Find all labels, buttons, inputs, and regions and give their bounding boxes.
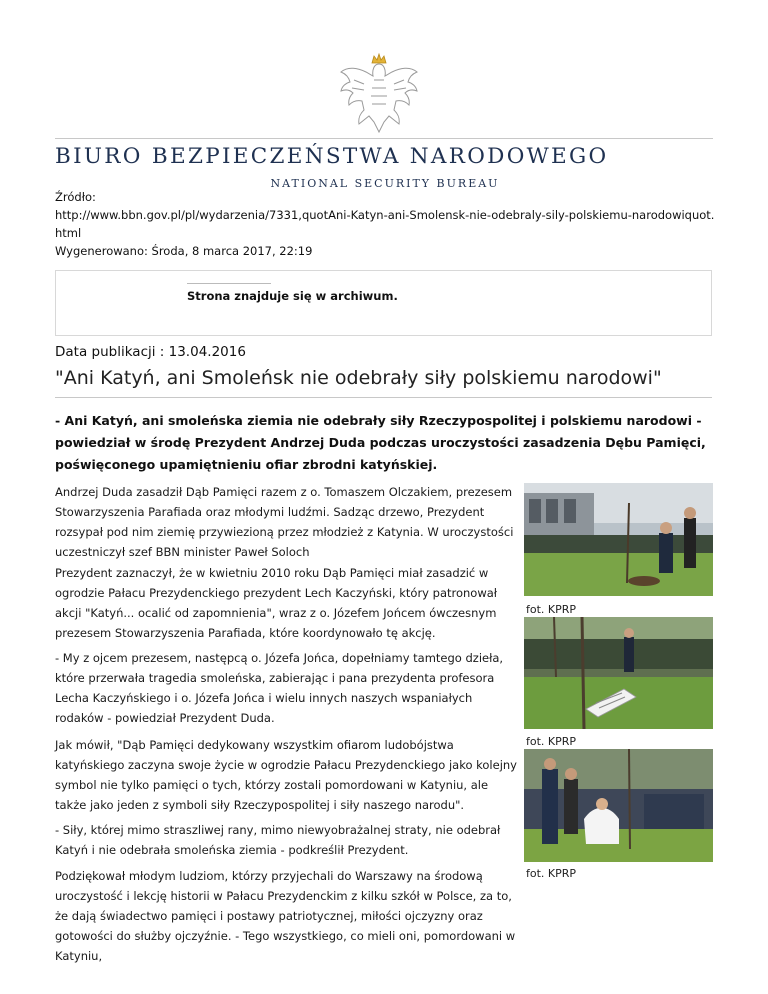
article-photo-1[interactable] bbox=[524, 483, 713, 596]
source-url[interactable]: http://www.bbn.gov.pl/pl/wydarzenia/7331,quotAni-Katyn-ani-Smolensk-nie-odebraly-sily-polskiemu-narodowiquot.html bbox=[55, 208, 715, 240]
archive-notice-divider bbox=[187, 283, 271, 284]
generated-timestamp: Wygenerowano: Środa, 8 marca 2017, 22:19 bbox=[55, 244, 313, 258]
publication-date: Data publikacji : 13.04.2016 bbox=[55, 344, 246, 360]
title-divider bbox=[55, 397, 712, 398]
article-lead: - Ani Katyń, ani smoleńska ziemia nie odebrały siły Rzeczypospolitej i polskiemu narodowi - powiedział w środę Prezydent Andrzej Duda podczas uroczystości zasadzenia Dębu Pamięci, poświęconego upamiętnieniu ofiar zbrodni katyńskiej. bbox=[55, 413, 706, 472]
photo-3-caption: fot. KPRP bbox=[526, 867, 577, 880]
archive-notice-text: Strona znajduje się w archiwum. bbox=[187, 289, 398, 303]
archive-notice-box bbox=[55, 270, 712, 336]
polish-eagle-emblem bbox=[336, 50, 422, 136]
organization-name: BIURO BEZPIECZEŃSTWA NARODOWEGO bbox=[55, 144, 609, 169]
article-paragraph-2: Prezydent zaznaczył, że w kwietniu 2010 roku Dąb Pamięci miał zasadzić w ogrodzie Pałacu Prezydenckiego prezydent Lech Kaczyński, który patronował akcji "Katyń... ocalić od zapomnienia", wraz z o. Józefem Jońcem ówczesnym prezesem Stowarzyszenia Parafiada, które koordynowało tę akcję. bbox=[55, 566, 498, 640]
article-paragraph-1: Andrzej Duda zasadził Dąb Pamięci razem z o. Tomaszem Olczakiem, prezesem Stowarzyszenia Parafiada oraz młodymi ludźmi. Sadząc drzewo, Prezydent rozsypał pod nim ziemię przywiezioną przez młodzież z Katynia. W uroczystości uczestniczył szef BBN minister Paweł Soloch bbox=[55, 485, 514, 559]
article-paragraph-5: - Siły, której mimo straszliwej rany, mimo niewyobrażalnej straty, nie odebrał Katyń i nie odebrała smoleńska ziemia - podkreślił Prezydent. bbox=[55, 823, 501, 857]
document-meta bbox=[55, 188, 715, 260]
photo-1-caption: fot. KPRP bbox=[526, 603, 577, 616]
article-photo-2[interactable] bbox=[524, 617, 713, 729]
organization-name-english: NATIONAL SECURITY BUREAU bbox=[270, 177, 500, 190]
article-photo-3[interactable] bbox=[524, 749, 713, 862]
article-paragraph-3: - My z ojcem prezesem, następcą o. Józefa Jońca, dopełniamy tamtego dzieła, które przerwała tragedia smoleńska, zabierając i pana prezydenta profesora Lecha Kaczyńskiego i o. Józefa Jońca i wielu innych naszych wspaniałych rodaków - powiedział Prezydent Duda. bbox=[55, 651, 504, 725]
article-title: "Ani Katyń, ani Smoleńsk nie odebrały siły polskiemu narodowi" bbox=[55, 367, 662, 389]
article-paragraph-6: Podziękował młodym ludziom, którzy przyjechali do Warszawy na środową uroczystość i lekcję historii w Pałacu Prezydenckim z kilku szkół w Polsce, za to, że dają świadectwo pamięci i postawy patriotycznej, miłości ojczyzny oraz gotowości do służby ojczyźnie. - Tego wszystkiego, co mieli oni, pomordowani w Katyniu, bbox=[55, 869, 516, 963]
source-label: Źródło: bbox=[55, 190, 96, 204]
photo-2-caption: fot. KPRP bbox=[526, 735, 577, 748]
article-paragraph-4: Jak mówił, "Dąb Pamięci dedykowany wszystkim ofiarom ludobójstwa katyńskiego zaczyna swoje życie w ogrodzie Pałacu Prezydenckiego jako kolejny symbol nie tylko pamięci o tych, którzy zostali pomordowani w Katyniu, ale także jako jeden z symboli siły Rzeczypospolitej i siły naszego narodu". bbox=[55, 738, 517, 812]
header-divider bbox=[55, 138, 713, 139]
